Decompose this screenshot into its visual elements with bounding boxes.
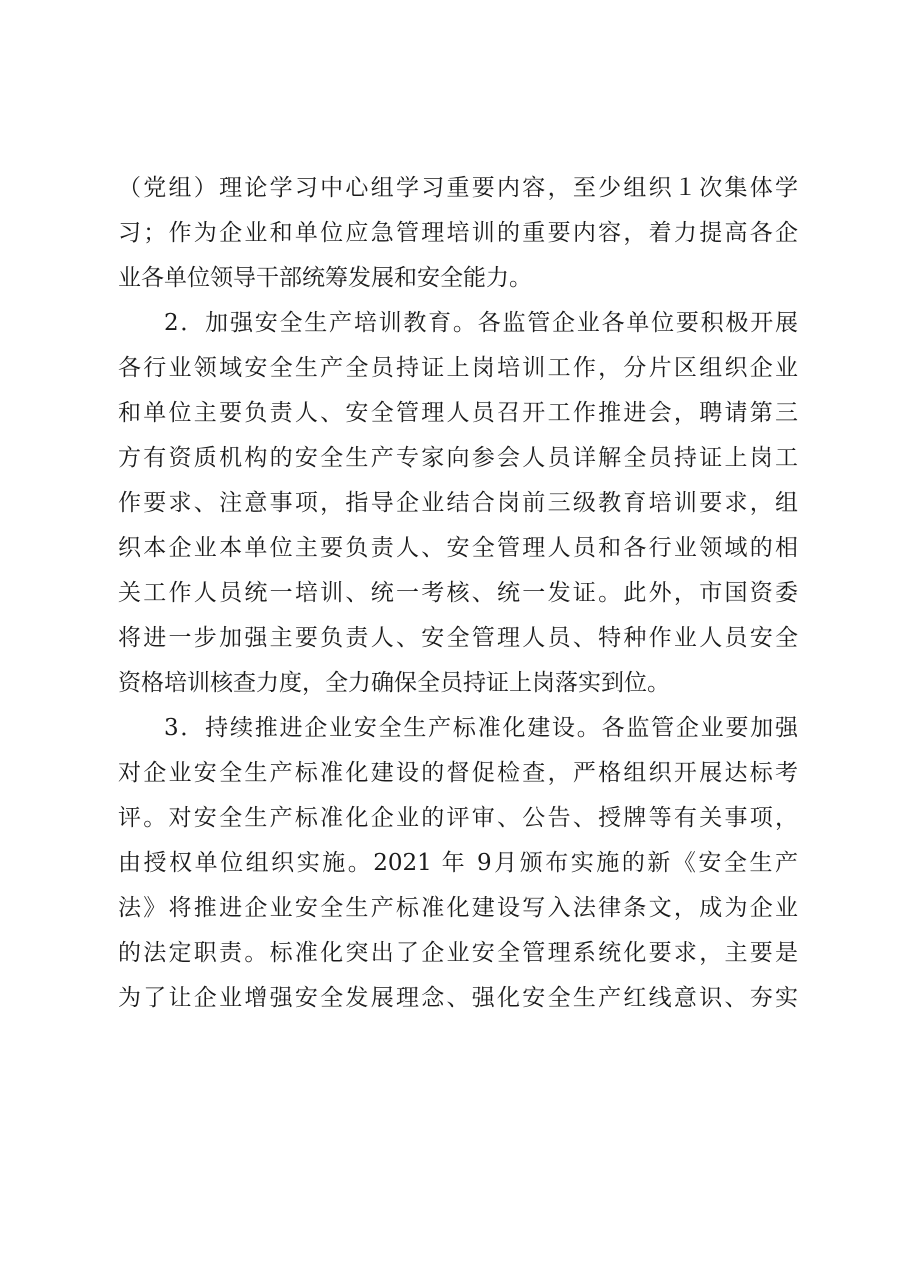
text-line: （党组）理论学习中心组学习重要内容，至少组织１次集体学 [118, 175, 798, 201]
text-line: 各行业领域安全生产全员持证上岗培训工作，分片区组织企业 [118, 355, 798, 381]
text-line: 评。对安全生产标准化企业的评审、公告、授牌等有关事项， [118, 805, 798, 831]
text-line: 织本企业本单位主要负责人、安全管理人员和各行业领域的相 [118, 535, 798, 561]
text-line: 方有资质机构的安全生产专家向参会人员详解全员持证上岗工 [118, 445, 798, 471]
text-line: 法》将推进企业安全生产标准化建设写入法律条文，成为企业 [118, 895, 798, 921]
body-text [118, 166, 798, 1021]
text-line: 将进一步加强主要负责人、安全管理人员、特种作业人员安全 [118, 625, 798, 651]
text-line: 习；作为企业和单位应急管理培训的重要内容，着力提高各企 [118, 220, 798, 246]
text-line: 关工作人员统一培训、统一考核、统一发证。此外，市国资委 [118, 580, 798, 606]
section-heading-line: 2．加强安全生产培训教育。各监管企业各单位要积极开展 [164, 310, 798, 336]
text-line: 业各单位领导干部统筹发展和安全能力。 [118, 265, 532, 291]
text-line: 的法定职责。标准化突出了企业安全管理系统化要求，主要是 [118, 940, 798, 966]
text-line: 对企业安全生产标准化建设的督促检查，严格组织开展达标考 [118, 760, 798, 786]
text-line: 作要求、注意事项，指导企业结合岗前三级教育培训要求，组 [118, 490, 798, 516]
text-line: 和单位主要负责人、安全管理人员召开工作推进会，聘请第三 [118, 400, 798, 426]
text-line: 由授权单位组织实施。2021 年 9月颁布实施的新《安全生产 [118, 850, 798, 876]
text-line: 为了让企业增强安全发展理念、强化安全生产红线意识、夯实 [118, 985, 798, 1011]
section-heading-line: 3．持续推进企业安全生产标准化建设。各监管企业要加强 [164, 715, 798, 741]
text-line: 资格培训核查力度，全力确保全员持证上岗落实到位。 [118, 670, 670, 696]
